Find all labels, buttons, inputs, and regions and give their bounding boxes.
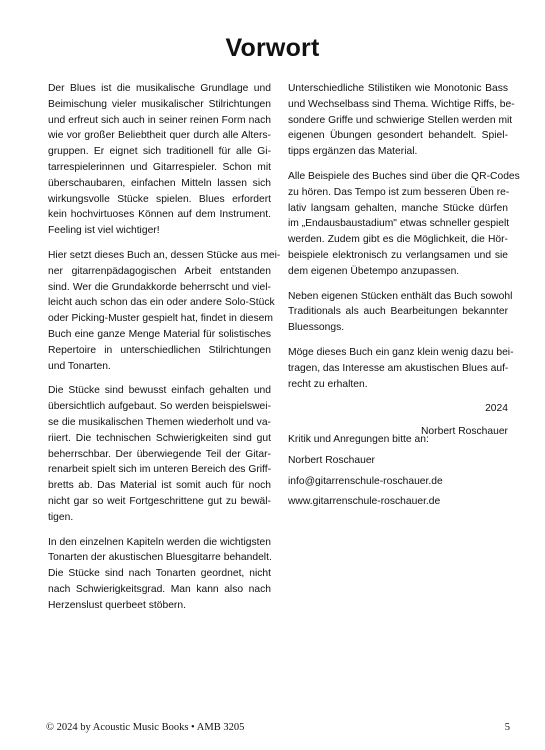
paragraph-line: Repertoire in unterschiedlichen Stilrichtungen [48,344,271,356]
left-column [48,81,281,623]
paragraph-line: Tonarten der akustischen Bluesgitarre behandelt. [48,552,272,564]
paragraph-line: kein hochvirtuoses Können auf dem Instrument. [48,209,271,221]
paragraph-line: wie vor großer Beliebtheit quer durch alle Alters- [48,130,271,142]
paragraph [48,383,271,525]
paragraph-line: lativ langsam gehalten, manche Stücke dürfen [288,202,508,214]
year: 2024 [485,403,508,415]
paragraph-line: beherrschbar. Der überwiegende Teil der Gitar- [48,448,271,460]
paragraph-line: Bluessongs. [288,322,345,334]
paragraph [48,248,281,374]
paragraph-line: Unterschiedliche Stilistiken wie Monotonic Bass [288,83,508,94]
paragraph-line: tragen, das Interesse am akustischen Blues auf- [288,362,509,374]
paragraph [288,81,515,160]
paragraph-line: beispiele elektronisch zu verlangsamen und sie [288,249,508,261]
page-number: 5 [504,722,510,733]
paragraph-line: Die Stücke sind nach Tonarten geordnet, nicht [48,568,271,580]
paragraph-line: übersichtlich aufgebaut. So werden beispielswei- [48,401,271,413]
paragraph-line: oder Picking-Muster gespielt hat, findet in diesem [48,313,273,325]
paragraph-line: Hier setzt dieses Buch an, dessen Stücke aus mei- [48,249,281,261]
paragraph-line: eigenen Übungen gesondert behandelt. Spiel- [288,130,508,142]
paragraph-line: In den einzelnen Kapiteln werden die wichtigsten [48,536,271,548]
paragraph [48,81,271,239]
paragraph-line: Traditionals als auch Bearbeitungen bekannter [288,306,508,318]
paragraph-line: se die musikalischen Themen wiederholt und va- [48,416,271,428]
paragraph-line: tigen. [48,511,74,523]
paragraph-line: Feeling ist viel wichtiger! [48,225,160,237]
contact-name: Norbert Roschauer [288,454,375,466]
paragraph-line: nicht gar so weit Fortgeschrittene gut zu bewäl- [48,495,271,507]
paragraph [288,345,514,392]
paragraph-line: sondere Griffe und schwierige Stellen werden mit [288,114,513,126]
paragraph-line: Der Blues ist die musikalische Grundlage und [48,83,271,94]
page-footer [46,722,510,733]
paragraph-line: Buch eine ganze Menge Material für solistisches [48,328,271,340]
paragraph [288,289,513,336]
paragraph-line: ner gitarrenpädagogischen Arbeit entstanden [48,265,271,277]
paragraph-line: tarrespielerinnen und Gitarrespieler. Schon mit [48,161,271,173]
paragraph-line: wirkungsvolle Stücke spielen. Blues erfordert [48,193,271,205]
footer-copyright: © 2024 by Acoustic Music Books • AMB 3205 [46,722,245,733]
paragraph-line: und Wechselbass sind Thema. Wichtige Riffs, be- [288,98,515,110]
paragraph [48,535,271,614]
paragraph-line: und Tonarten. [48,360,111,372]
page-title: Vorwort [225,34,320,62]
paragraph-line: werden. Zudem gibt es die Möglichkeit, die Hör- [288,234,508,246]
paragraph-line: recht zu erhalten. [288,378,368,390]
paragraph-line: zu hören. Das Tempo ist zum besseren Üben re- [288,186,510,198]
contact-website[interactable]: www.gitarrenschule-roschauer.de [288,496,441,508]
author-signature: Norbert Roschauer [421,426,508,438]
paragraph-line: Möge dieses Buch ein ganz klein wenig dazu bei- [288,346,514,358]
paragraph-line: Herzenslust querbeet stöbern. [48,599,186,611]
paragraph-line: bretts ab. Das Material ist somit auch für noch [48,480,271,492]
paragraph-line: und erfreut sich auch in seiner reinen Form nach [48,114,271,126]
paragraph-line: überschaubaren, einfachen Mitteln lassen sich [48,177,271,189]
paragraph-line: sind. Wer die Grundakkorde beherrscht und viel- [48,281,271,293]
paragraph-line: Beimischung vieler musikalischer Stilrichtungen [48,98,271,110]
paragraph-line: Neben eigenen Stücken enthält das Buch sowohl [288,290,513,302]
paragraph-line: im „Endausbaustadium" etwas schneller gespielt [288,218,510,230]
paragraph-line: riiert. Die technischen Schwierigkeiten sind gut [48,432,271,444]
paragraph-line: leicht auch schon das ein oder andere Solo-Stück [48,297,275,309]
paragraph-line: renarbeit spielt sich im unteren Bereich des Griff- [48,464,272,476]
paragraph-line: tipps ergänzen das Material. [288,146,418,158]
paragraph-line: gruppen. Er eignet sich traditionell für alle Gi- [48,146,271,158]
paragraph [288,169,520,280]
contact-email[interactable]: info@gitarrenschule-roschauer.de [288,475,443,487]
paragraph-line: dem eigenen Übetempo anzupassen. [288,265,460,277]
paragraph-line: Die Stücke sind bewusst einfach gehalten und [48,385,271,397]
contact-intro: Kritik und Anregungen bitte an: [288,434,429,445]
contact-block [288,432,443,515]
paragraph-line: nach Schwierigkeitsgrad. Man kann also nach [48,583,271,595]
paragraph-line: Alle Beispiele des Buches sind über die QR-Codes [288,170,520,182]
right-column [288,81,520,440]
